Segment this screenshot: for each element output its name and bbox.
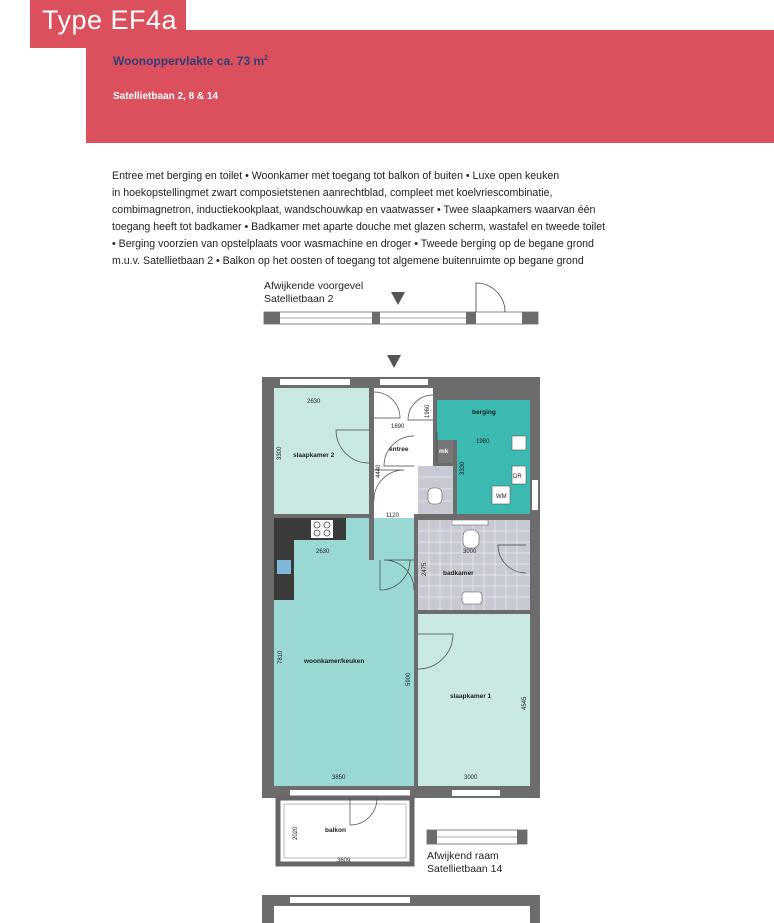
alt-window-strip (427, 830, 527, 844)
kitchen-counter (274, 518, 346, 540)
dim-sk1-width: 3000 (464, 775, 478, 781)
dim-entree-side: 1960 (425, 404, 431, 418)
description-line: in hoekopstellingmet zwart composietstenen aanrechtblad, compleet met koelvriescombinatie, (112, 187, 553, 199)
dim-bath-height: 2475 (422, 562, 428, 576)
alt-facade-strip (264, 283, 538, 324)
type-title: Type EF4a (42, 5, 178, 35)
washbasin (462, 592, 482, 604)
dim-entree-top: 1690 (391, 424, 405, 430)
label-badkamer: badkamer (443, 570, 474, 577)
dim-balcony-width: 3609 (337, 858, 351, 864)
addresses: Satellietbaan 2, 8 & 14 (113, 91, 219, 102)
toilet-fixture (428, 488, 442, 504)
dim-berging-width: 1980 (476, 439, 490, 445)
description-line: combimagnetron, inductiekookplaat, wandschouwkap en vaatwasser • Twee slaapkamers waarvan één (112, 204, 596, 216)
dim-living-width: 3850 (332, 775, 346, 781)
kitchen-cooktop (311, 520, 333, 538)
label-entree: entree (389, 446, 409, 453)
label-mk: mk (439, 448, 449, 455)
description-line: m.u.v. Satellietbaan 2 • Balkon op het oosten of toegang tot algemene buitenruimte op begane grond (112, 255, 584, 267)
description-line: • Berging voorzien van opstelplaats voor wasmachine en droger • Tweede berging op de begane grond (112, 238, 594, 250)
label-slaapkamer-1: slaapkamer 1 (450, 693, 492, 700)
room-woonkamer (274, 518, 414, 786)
next-plan-strip (262, 895, 540, 923)
front-facade-note: Afwijkende voorgevel Satellietbaan 2 (264, 280, 364, 305)
label-berging: berging (472, 409, 496, 416)
dim-hall-width: 1120 (386, 513, 399, 519)
dim-kitchen-width: 2630 (316, 549, 330, 555)
dim-living-inner-height: 5900 (406, 672, 412, 686)
label-woonkamer: woonkamer/keuken (304, 658, 365, 665)
dim-sk2-width: 2630 (307, 399, 321, 405)
dim-living-height: 7810 (278, 650, 284, 664)
living-area: Woonoppervlakte ca. 73 $m^2$ (113, 54, 269, 68)
dim-berging-height: 3330 (460, 461, 466, 475)
description-line: Entree met berging en toilet • Woonkamer met toegang tot balkon of buiten • Luxe open keuken (112, 170, 560, 182)
dim-sk2-height: 3300 (277, 446, 283, 460)
dim-bath-width: 3000 (463, 549, 477, 555)
room-slaapkamer-1 (418, 614, 530, 786)
label-balkon: balkon (325, 827, 346, 834)
label-slaapkamer-2: slaapkamer 2 (293, 452, 335, 459)
wc-fixture (463, 530, 479, 548)
window-note: Afwijkend raam Satellietbaan 14 (427, 850, 503, 875)
washer-label: WM (496, 494, 507, 500)
dryer-label: DR (513, 474, 522, 480)
shower-screen (452, 520, 488, 525)
arrow-down-icon (387, 355, 401, 368)
kitchen-sink (277, 560, 291, 574)
dim-balcony-height: 2020 (293, 826, 299, 840)
dim-entree-height: 4440 (376, 464, 382, 478)
boiler (512, 436, 526, 450)
description-line: toegang heeft tot badkamer • Badkamer met aparte douche met glazen scherm, wastafel en tweede toilet (112, 221, 606, 233)
dim-sk1-height: 4545 (522, 696, 528, 710)
arrow-down-icon (391, 292, 405, 305)
